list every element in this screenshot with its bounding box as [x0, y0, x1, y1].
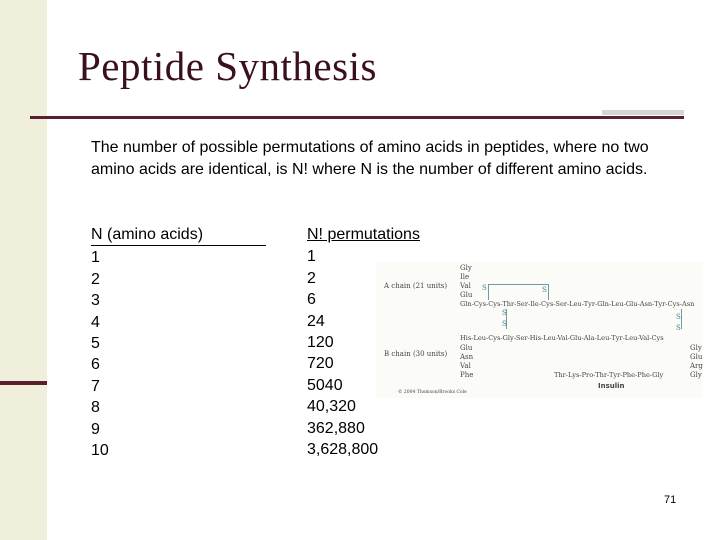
permutations-column-header: N! permutations	[307, 226, 420, 243]
b-chain-side-right-2: Glu	[690, 353, 703, 361]
a-chain-sequence: Gln-Cys-Cys-Thr-Ser-Ile-Cys-Ser-Leu-Tyr-Gln-Leu-Glu-Asn-Tyr-Cys-Asn	[460, 300, 695, 308]
a-chain-side-1: Gly	[460, 264, 472, 272]
permutation-cell: 2	[307, 269, 316, 287]
slide-title: Peptide Synthesis	[78, 43, 377, 89]
n-column-header: N (amino acids)	[91, 224, 271, 246]
permutation-cell: 362,880	[307, 419, 365, 437]
n-cell: 2	[91, 270, 100, 288]
b-chain-label: B chain (30 units)	[384, 350, 448, 358]
b-chain-side-right-4: Gly	[690, 371, 702, 379]
permutation-cell: 3,628,800	[307, 441, 379, 459]
permutation-cell: 720	[307, 355, 334, 373]
permutation-cell: 120	[307, 334, 334, 352]
b-chain-side-left-3: Val	[460, 362, 471, 370]
n-cell: 8	[91, 399, 100, 417]
permutation-cell: 5040	[307, 376, 343, 394]
b-chain-side-right-1: Gly	[690, 344, 702, 352]
disulfide-s: S	[542, 286, 547, 294]
intro-paragraph: The number of possible permutations of amino acids in peptides, where no two amino acids are identical, is N! where N is the number of different amino acids.	[91, 139, 649, 178]
a-chain-label: A chain (21 units)	[384, 282, 448, 290]
b-chain-side-left-2: Asn	[460, 353, 474, 361]
b-chain-side-left-4: Phe	[460, 371, 474, 379]
disulfide-s: S	[676, 313, 681, 321]
b-chain-side-right-3: Arg	[690, 362, 703, 370]
left-accent-rule	[0, 381, 47, 385]
title-divider	[30, 116, 684, 119]
left-accent-band	[0, 0, 47, 540]
b-chain-sequence: His-Leu-Cys-Gly-Ser-His-Leu-Val-Glu-Ala-Leu-Tyr-Leu-Val-Cys	[460, 334, 664, 342]
n-cell: 4	[91, 313, 100, 331]
figure-caption: Insulin	[598, 382, 625, 390]
permutation-cell: 24	[307, 312, 325, 330]
disulfide-s: S	[502, 309, 507, 317]
b-chain-side-left-1: Glu	[460, 344, 473, 352]
n-cell: 5	[91, 335, 100, 353]
a-chain-side-2: Ile	[460, 273, 470, 281]
n-cell: 9	[91, 420, 100, 438]
permutation-cell: 40,320	[307, 398, 356, 416]
disulfide-s: S	[502, 320, 507, 328]
permutation-cell: 6	[307, 291, 316, 309]
disulfide-s: S	[676, 324, 681, 332]
n-cell: 1	[91, 249, 100, 267]
n-cell: 10	[91, 442, 109, 460]
figure-copyright: © 2004 Thomson/Brooks Cole	[398, 390, 467, 395]
permutation-cell: 1	[307, 248, 316, 266]
a-chain-side-4: Glu	[460, 291, 473, 299]
n-cell: 3	[91, 292, 100, 310]
insulin-structure-figure	[376, 262, 703, 398]
page-number: 71	[664, 494, 677, 506]
n-column	[91, 224, 271, 461]
n-cell: 7	[91, 377, 100, 395]
title-rule-highlight	[602, 110, 684, 115]
n-cell: 6	[91, 356, 100, 374]
a-chain-side-3: Val	[460, 282, 471, 290]
disulfide-s: S	[482, 284, 487, 292]
b-chain-tail: Thr-Lys-Pro-Thr-Tyr-Phe-Phe-Gly	[554, 371, 664, 379]
